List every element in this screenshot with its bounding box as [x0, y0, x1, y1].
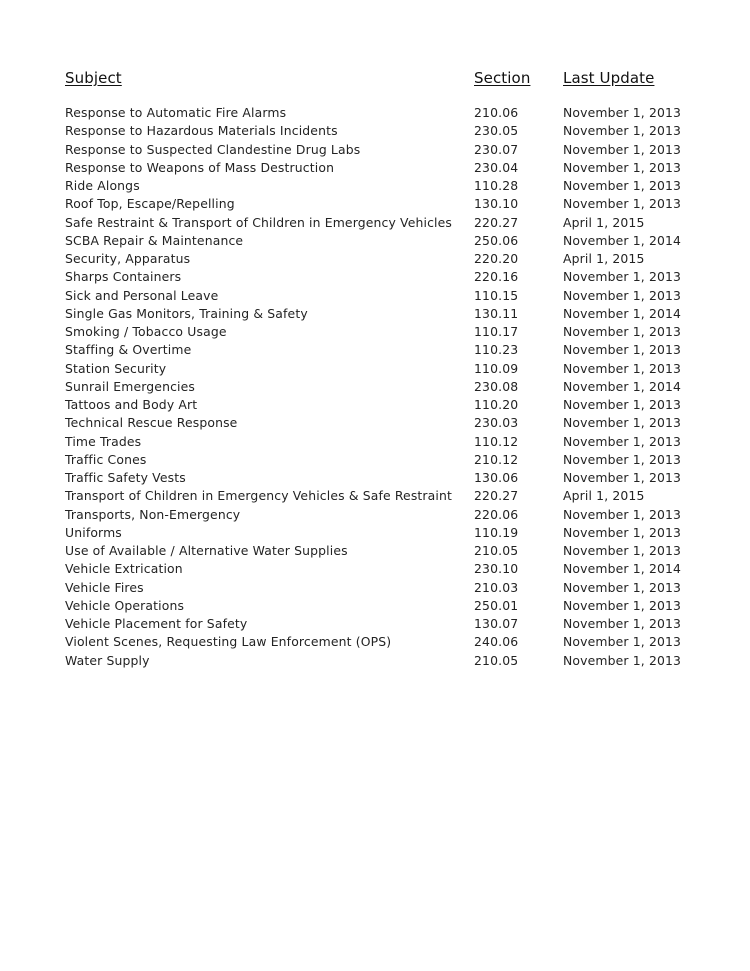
- subject-cell: Response to Automatic Fire Alarms: [65, 105, 287, 120]
- section-cell: 130.06: [474, 470, 519, 485]
- section-cell: 230.07: [474, 141, 519, 157]
- last-update-cell: November 1, 2013: [563, 415, 682, 431]
- table-row: [65, 597, 705, 615]
- last-update-cell: November 1, 2013: [563, 360, 682, 376]
- section-cell: 230.08: [474, 378, 519, 394]
- table-row: [65, 104, 705, 122]
- table-row: [65, 287, 705, 305]
- table-row: [65, 615, 705, 633]
- subject-cell: Transport of Children in Emergency Vehicles & Safe Restraint: [65, 488, 453, 504]
- subject-cell: Technical Rescue Response: [65, 415, 238, 431]
- section-cell: 110.20: [474, 397, 519, 412]
- section-cell: 210.05: [474, 543, 519, 558]
- subject-cell: Response to Suspected Clandestine Drug Labs: [65, 141, 361, 157]
- subject-cell: Single Gas Monitors, Training & Safety: [65, 305, 308, 321]
- last-update-column-header: Last Update: [563, 69, 655, 87]
- last-update-cell: November 1, 2013: [563, 634, 682, 650]
- section-cell: 210.03: [474, 579, 519, 595]
- last-update-cell: November 1, 2013: [563, 141, 682, 157]
- section-cell: 110.23: [474, 342, 519, 358]
- subject-cell: Vehicle Fires: [65, 579, 144, 595]
- section-cell: 250.01: [474, 597, 519, 613]
- table-row: [65, 232, 705, 250]
- section-cell: 110.19: [474, 524, 519, 540]
- section-column-header: Section: [474, 69, 531, 87]
- last-update-cell: November 1, 2013: [563, 178, 682, 193]
- table-row: [65, 487, 705, 505]
- subject-cell: Sharps Containers: [65, 269, 182, 285]
- subject-cell: Uniforms: [65, 524, 122, 540]
- table-row: [65, 268, 705, 286]
- section-cell: 230.05: [474, 123, 519, 139]
- last-update-cell: April 1, 2015: [563, 214, 645, 230]
- last-update-cell: November 1, 2013: [563, 451, 682, 467]
- section-cell: 220.20: [474, 251, 519, 266]
- subject-cell: Water Supply: [65, 652, 150, 668]
- subject-cell: Use of Available / Alternative Water Supplies: [65, 543, 348, 558]
- last-update-cell: November 1, 2013: [563, 123, 682, 139]
- last-update-cell: November 1, 2013: [563, 287, 682, 303]
- section-cell: 210.06: [474, 105, 519, 120]
- table-row: [65, 469, 705, 487]
- section-cell: 210.05: [474, 652, 519, 668]
- last-update-cell: November 1, 2013: [563, 433, 682, 449]
- section-cell: 230.10: [474, 561, 519, 577]
- table-row: [65, 579, 705, 597]
- section-cell: 210.12: [474, 451, 519, 467]
- table-row: [65, 560, 705, 578]
- last-update-cell: November 1, 2013: [563, 397, 682, 412]
- table-row: [65, 159, 705, 177]
- table-row: [65, 396, 705, 414]
- section-cell: 220.27: [474, 214, 519, 230]
- last-update-cell: November 1, 2013: [563, 470, 682, 485]
- subject-cell: Ride Alongs: [65, 178, 140, 193]
- subject-cell: SCBA Repair & Maintenance: [65, 232, 244, 248]
- last-update-cell: November 1, 2013: [563, 597, 682, 613]
- last-update-cell: November 1, 2013: [563, 159, 682, 175]
- last-update-cell: November 1, 2013: [563, 524, 682, 540]
- subject-cell: Vehicle Extrication: [65, 561, 183, 577]
- last-update-cell: November 1, 2013: [563, 269, 682, 285]
- table-row: [65, 652, 705, 670]
- section-cell: 110.09: [474, 360, 519, 376]
- last-update-cell: November 1, 2013: [563, 342, 682, 358]
- table-row: [65, 250, 705, 268]
- subject-cell: Station Security: [65, 360, 167, 376]
- section-cell: 130.10: [474, 196, 519, 212]
- subject-cell: Response to Hazardous Materials Incidents: [65, 123, 338, 139]
- table-row: [65, 506, 705, 524]
- subject-cell: Vehicle Placement for Safety: [65, 616, 248, 631]
- table-row: [65, 633, 705, 651]
- section-cell: 250.06: [474, 232, 519, 248]
- subject-cell: Staffing & Overtime: [65, 342, 192, 358]
- last-update-cell: November 1, 2013: [563, 652, 682, 668]
- table-row: [65, 378, 705, 396]
- last-update-cell: April 1, 2015: [563, 488, 645, 504]
- subject-cell: Safe Restraint & Transport of Children in Emergency Vehicles: [65, 214, 453, 230]
- last-update-cell: November 1, 2013: [563, 616, 682, 631]
- section-cell: 110.12: [474, 433, 519, 449]
- table-row: [65, 524, 705, 542]
- last-update-cell: November 1, 2014: [563, 378, 682, 394]
- table-body: [65, 104, 705, 670]
- last-update-cell: November 1, 2014: [563, 232, 682, 248]
- table-row: [65, 433, 705, 451]
- last-update-cell: April 1, 2015: [563, 251, 645, 266]
- table-row: [65, 195, 705, 213]
- table-row: [65, 141, 705, 159]
- table-row: [65, 360, 705, 378]
- table-row: [65, 414, 705, 432]
- subject-cell: Sick and Personal Leave: [65, 287, 219, 303]
- policy-index-table: [65, 68, 705, 670]
- last-update-cell: November 1, 2013: [563, 105, 682, 120]
- subject-cell: Response to Weapons of Mass Destruction: [65, 159, 335, 175]
- table-row: [65, 341, 705, 359]
- section-cell: 130.11: [474, 305, 519, 321]
- table-row: [65, 323, 705, 341]
- table-row: [65, 542, 705, 560]
- last-update-cell: November 1, 2013: [563, 324, 682, 339]
- last-update-cell: November 1, 2013: [563, 196, 682, 212]
- last-update-cell: November 1, 2014: [563, 561, 682, 577]
- last-update-cell: November 1, 2013: [563, 543, 682, 558]
- subject-cell: Roof Top, Escape/Repelling: [65, 196, 235, 212]
- table-header-row: [65, 68, 705, 104]
- table-row: [65, 177, 705, 195]
- table-row: [65, 122, 705, 140]
- subject-cell: Vehicle Operations: [65, 597, 185, 613]
- subject-cell: Tattoos and Body Art: [65, 397, 198, 412]
- subject-cell: Sunrail Emergencies: [65, 378, 196, 394]
- subject-cell: Traffic Cones: [65, 451, 147, 467]
- section-cell: 110.17: [474, 324, 519, 339]
- last-update-cell: November 1, 2013: [563, 506, 682, 522]
- last-update-cell: November 1, 2013: [563, 579, 682, 595]
- table-row: [65, 214, 705, 232]
- section-cell: 130.07: [474, 616, 519, 631]
- section-cell: 230.03: [474, 415, 519, 431]
- subject-cell: Smoking / Tobacco Usage: [65, 324, 227, 339]
- section-cell: 230.04: [474, 159, 519, 175]
- subject-cell: Transports, Non-Emergency: [65, 506, 241, 522]
- table-row: [65, 305, 705, 323]
- table-row: [65, 451, 705, 469]
- subject-column-header: Subject: [65, 69, 122, 87]
- section-cell: 220.27: [474, 488, 519, 504]
- subject-cell: Violent Scenes, Requesting Law Enforcement (OPS): [65, 634, 392, 650]
- subject-cell: Traffic Safety Vests: [65, 470, 186, 485]
- subject-cell: Security, Apparatus: [65, 251, 191, 266]
- last-update-cell: November 1, 2014: [563, 305, 682, 321]
- section-cell: 220.16: [474, 269, 519, 285]
- section-cell: 110.28: [474, 178, 519, 193]
- section-cell: 110.15: [474, 287, 519, 303]
- section-cell: 240.06: [474, 634, 519, 650]
- subject-cell: Time Trades: [65, 433, 142, 449]
- section-cell: 220.06: [474, 506, 519, 522]
